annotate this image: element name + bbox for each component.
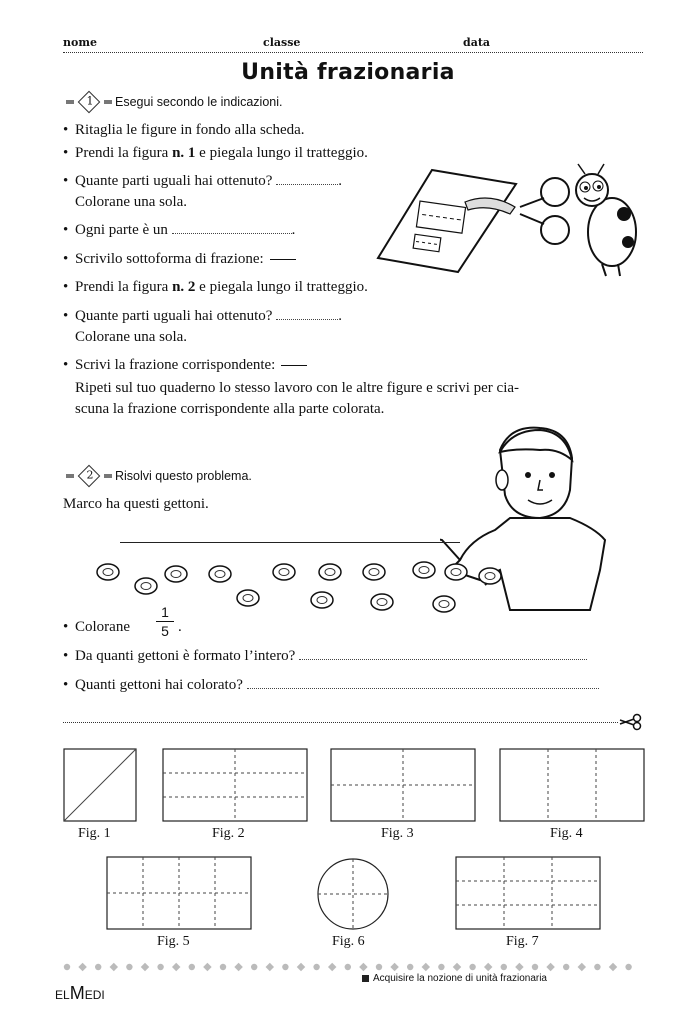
- scissors-icon: [618, 713, 642, 731]
- fig-7-label: Fig. 7: [506, 934, 539, 949]
- fig-7-rectangle: [455, 856, 601, 930]
- fig-3-rectangle: [330, 748, 476, 822]
- instruction-line: • Ogni parte è un .: [63, 222, 296, 238]
- cut-line: [63, 722, 618, 723]
- answer-field[interactable]: [276, 307, 338, 320]
- fig-4-rectangle: [499, 748, 645, 822]
- instruction-line: • Scrivi la frazione corrispondente:: [63, 355, 307, 375]
- token: [479, 568, 501, 584]
- square-bullet-icon: [362, 975, 369, 982]
- token: [209, 566, 231, 582]
- fraction-blank[interactable]: [270, 259, 296, 260]
- token: [319, 564, 341, 580]
- fig-4-label: Fig. 4: [550, 826, 583, 841]
- token: [97, 564, 119, 580]
- data-label: data: [463, 36, 491, 49]
- fraction-blank[interactable]: [281, 365, 307, 366]
- answer-field[interactable]: [247, 676, 599, 689]
- footer-dotted-border: [63, 962, 643, 972]
- fig-5-rectangle: [106, 856, 252, 930]
- footer-caption: Acquisire la nozione di unità frazionaria: [362, 973, 547, 984]
- fig-6-label: Fig. 6: [332, 934, 365, 949]
- instruction-line: • Prendi la figura n. 2 e piegala lungo il tratteggio.: [63, 279, 368, 295]
- exercise-1-instruction: Esegui secondo le indicazioni.: [115, 95, 283, 109]
- token: [363, 564, 385, 580]
- token: [135, 578, 157, 594]
- instruction-line: • Quante parti uguali hai ottenuto? .: [63, 308, 342, 324]
- fraction-numerator: 1: [161, 604, 169, 620]
- page-title: Unità frazionaria: [241, 60, 455, 85]
- colorane-line: • Colorane: [63, 619, 130, 635]
- fig-1-square: [63, 748, 137, 822]
- scissors-ladybug-illustration: [370, 162, 650, 282]
- exercise-number-badge: 2: [78, 465, 101, 488]
- instruction-line: • Prendi la figura n. 1 e piegala lungo il tratteggio.: [63, 145, 368, 161]
- fig-2-label: Fig. 2: [212, 826, 245, 841]
- classe-label: classe: [263, 36, 301, 49]
- fraction-one-fifth: [154, 604, 176, 639]
- fraction-denominator: 5: [161, 623, 169, 639]
- instruction-line: • Ritaglia le figure in fondo alla scheda.: [63, 122, 305, 138]
- exercise-2-instruction: Risolvi questo problema.: [115, 469, 252, 483]
- question-1: • Da quanti gettoni è formato l’intero?: [63, 646, 643, 666]
- token: [433, 596, 455, 612]
- answer-field[interactable]: [276, 172, 338, 185]
- token: [445, 564, 467, 580]
- instruction-line: Colorane una sola.: [75, 194, 188, 210]
- problem-intro: Marco ha questi gettoni.: [63, 496, 209, 512]
- token: [165, 566, 187, 582]
- publisher-logo: ELMEDI: [55, 983, 105, 1003]
- exercise-2-heading: [63, 468, 252, 484]
- answer-field[interactable]: [299, 647, 587, 660]
- nome-label: nome: [63, 36, 97, 49]
- instruction-line: Ripeti sul tuo quaderno lo stesso lavoro con le altre figure e scrivi per cia-: [75, 380, 520, 396]
- fig-3-label: Fig. 3: [381, 826, 414, 841]
- table-edge: [120, 542, 460, 543]
- instruction-line: Colorane una sola.: [75, 329, 188, 345]
- token: [273, 564, 295, 580]
- exercise-1-heading: [63, 94, 282, 110]
- fig-1-label: Fig. 1: [78, 826, 111, 841]
- instruction-line: • Quante parti uguali hai ottenuto? .: [63, 173, 342, 189]
- fraction-suffix: .: [178, 619, 182, 635]
- token: [413, 562, 435, 578]
- answer-field[interactable]: [172, 221, 292, 234]
- fig-5-label: Fig. 5: [157, 934, 190, 949]
- fig-2-rectangle: [162, 748, 308, 822]
- header-line: [63, 52, 643, 53]
- instruction-line: scuna la frazione corrispondente alla parte colorata.: [75, 401, 385, 417]
- question-2: • Quanti gettoni hai colorato?: [63, 675, 643, 695]
- token: [311, 592, 333, 608]
- exercise-number-badge: 1: [78, 91, 101, 114]
- fig-6-circle: [316, 857, 390, 931]
- instruction-line: • Scrivilo sottoforma di frazione:: [63, 249, 296, 269]
- token: [371, 594, 393, 610]
- token: [237, 590, 259, 606]
